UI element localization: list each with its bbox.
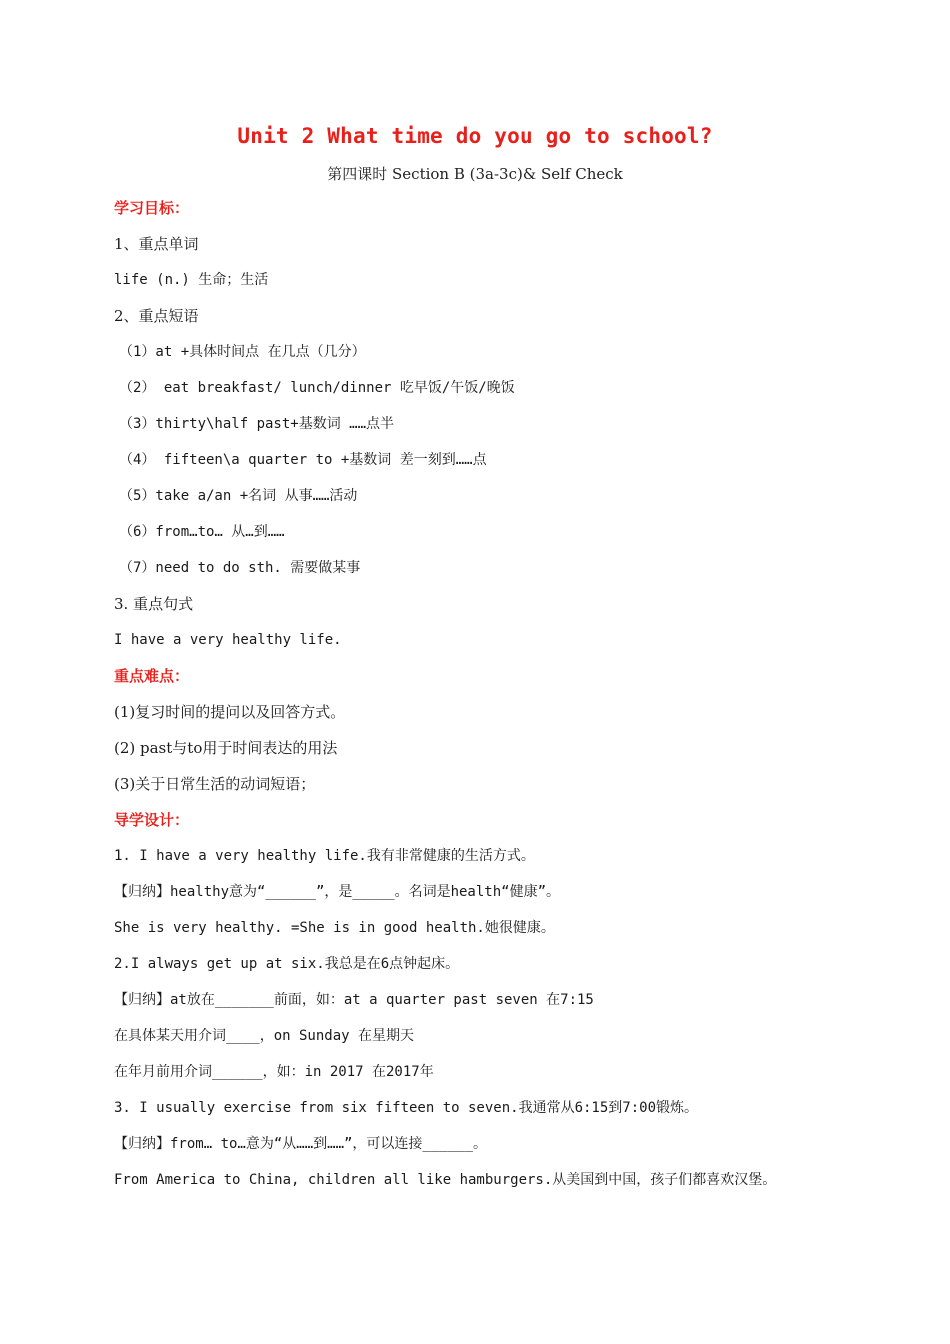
question-1: 1. I have a very healthy life.我有非常健康的生活方式。 — [114, 848, 535, 864]
difficulty-item-1: (1)复习时间的提问以及回答方式。 — [114, 703, 346, 721]
difficulty-item-3: (3)关于日常生活的动词短语； — [114, 775, 316, 793]
question-3-summary: 【归纳】from… to…意为“从……到……”，可以连接______。 — [114, 1136, 488, 1152]
question-2-summary-c: 在年月前用介词______，如：in 2017 在2017年 — [114, 1064, 434, 1080]
phrase-item-1: （1）at +具体时间点 在几点（几分） — [119, 344, 366, 360]
question-2-summary: 【归纳】at放在_______前面，如：at a quarter past seven 在7:15 — [114, 992, 594, 1008]
document-subtitle: 第四课时 Section B (3a-3c)& Self Check — [327, 165, 623, 183]
question-2: 2.I always get up at six.我总是在6点钟起床。 — [114, 956, 460, 972]
document-title: Unit 2 What time do you go to school? — [237, 124, 713, 148]
difficulty-item-2: (2) past与to用于时间表达的用法 — [114, 739, 338, 757]
key-sentence-item: I have a very healthy life. — [114, 632, 342, 648]
key-sentences-heading: 3. 重点句式 — [114, 595, 194, 613]
phrase-item-4: （4） fifteen\a quarter to +基数词 差一刻到……点 — [119, 452, 487, 468]
question-1-summary: 【归纳】healthy意为“______”，是_____。名词是health“健康”。 — [114, 884, 561, 900]
objectives-heading: 学习目标： — [114, 199, 190, 217]
phrase-item-2: （2） eat breakfast/ lunch/dinner 吃早饭/午饭/晚饭 — [119, 380, 515, 396]
document-body — [114, 196, 834, 1204]
question-3-example: From America to China, children all like hamburgers.从美国到中国，孩子们都喜欢汉堡。 — [114, 1172, 777, 1188]
question-2-summary-b: 在具体某天用介词____，on Sunday 在星期天 — [114, 1028, 415, 1044]
phrase-item-3: （3）thirty\half past+基数词 ……点半 — [119, 416, 395, 432]
design-heading: 导学设计： — [114, 811, 190, 829]
phrase-item-7: （7）need to do sth. 需要做某事 — [119, 560, 361, 576]
key-words-heading: 1、重点单词 — [114, 235, 199, 253]
difficulties-heading: 重点难点： — [114, 667, 190, 685]
question-1-example: She is very healthy. =She is in good health.她很健康。 — [114, 920, 555, 936]
question-3: 3. I usually exercise from six fifteen to seven.我通常从6:15到7:00锻炼。 — [114, 1100, 699, 1116]
phrase-item-6: （6）from…to… 从…到…… — [119, 524, 285, 540]
key-phrases-heading: 2、重点短语 — [114, 307, 199, 325]
phrase-item-5: （5）take a/an +名词 从事……活动 — [119, 488, 358, 504]
key-word-item: life (n.) 生命；生活 — [114, 272, 269, 288]
